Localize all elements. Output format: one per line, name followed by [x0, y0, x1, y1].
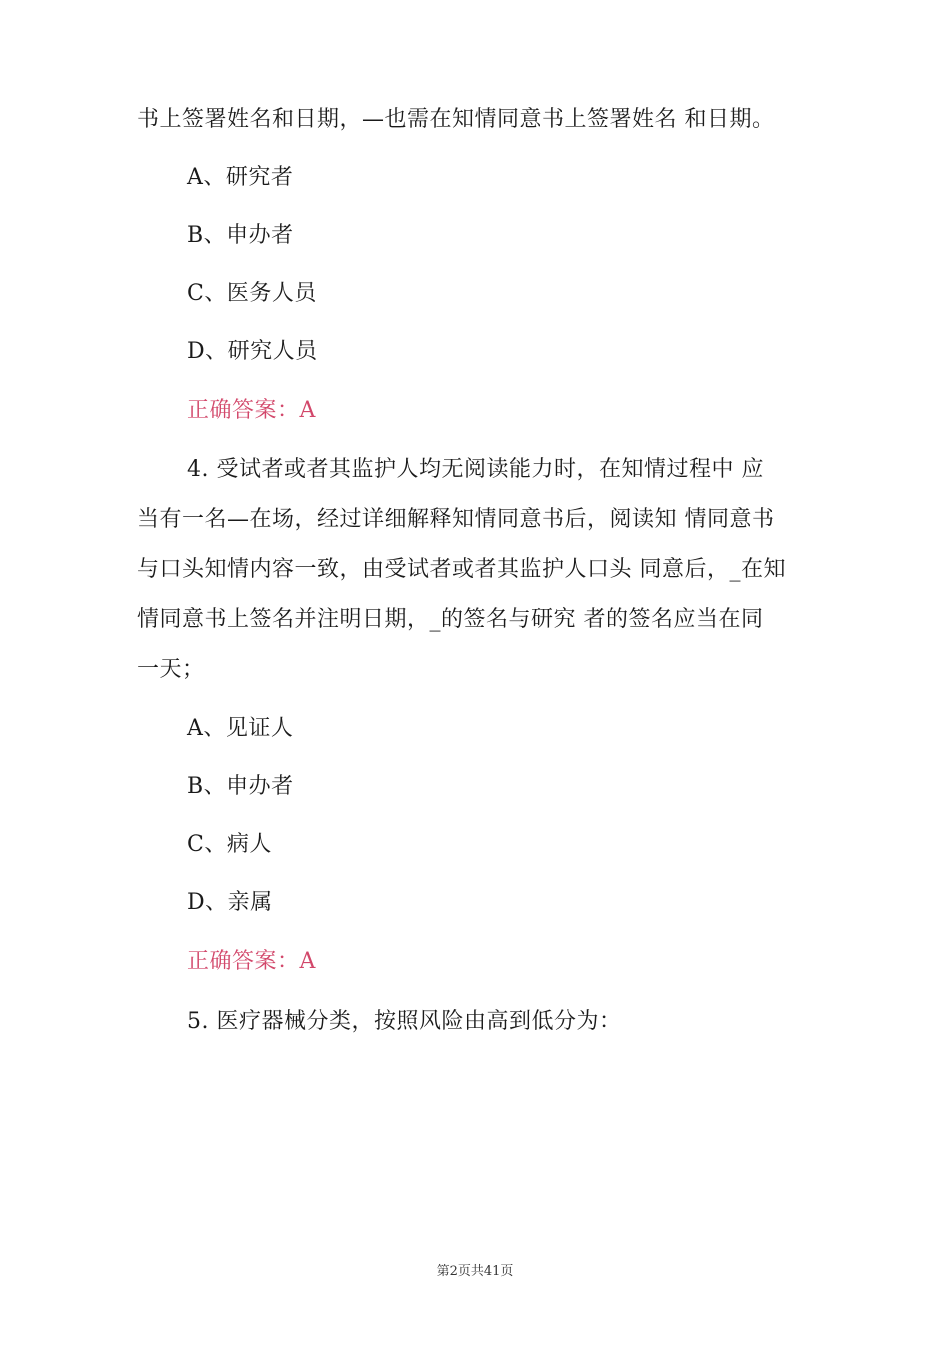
q4-option-c: C、病人 — [187, 832, 272, 857]
q3-stem-continuation: 书上签署姓名和日期，—也需在知情同意书上签署姓名 和日期。 — [137, 107, 775, 132]
q4-stem-line-5: 一天； — [137, 657, 205, 682]
q3-option-c: C、医务人员 — [187, 281, 317, 306]
q4-option-a: A、见证人 — [187, 716, 294, 741]
q4-stem-line-4: 情同意书上签名并注明日期，_的签名与研究 者的签名应当在同 — [137, 607, 764, 632]
q4-option-d: D、亲属 — [187, 890, 273, 915]
q4-stem-line-3: 与口头知情内容一致，由受试者或者其监护人口头 同意后，_在知 — [137, 557, 786, 582]
q3-option-b: B、申办者 — [187, 223, 294, 248]
q4-stem-line-1: 4. 受试者或者其监护人均无阅读能力时，在知情过程中 应 — [187, 457, 764, 482]
q5-stem: 5. 医疗器械分类，按照风险由高到低分为： — [187, 1009, 622, 1034]
q4-option-b: B、申办者 — [187, 774, 294, 799]
q4-correct-answer: 正确答案：A — [187, 949, 316, 974]
q4-stem-line-2: 当有一名—在场，经过详细解释知情同意书后，阅读知 情同意书 — [137, 507, 775, 532]
q3-option-d: D、研究人员 — [187, 339, 318, 364]
q3-option-a: A、研究者 — [187, 165, 294, 190]
q3-correct-answer: 正确答案：A — [187, 398, 316, 423]
page-number-footer: 第2页共41页 — [436, 1264, 514, 1279]
